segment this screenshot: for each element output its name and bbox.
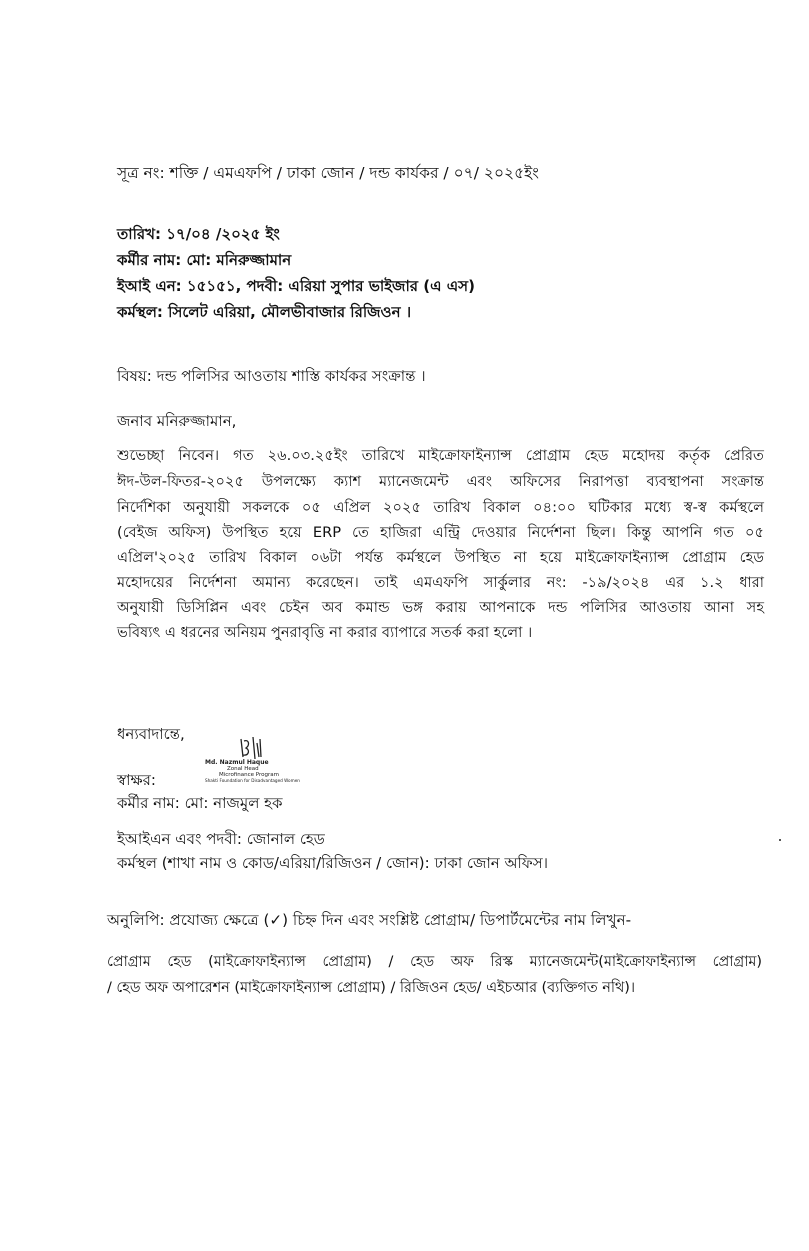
cc-line-1: প্রোগ্রাম হেড (মাইক্রোফাইন্যান্স প্রোগ্রাম) / হেড অফ রিস্ক ম্যানেজমেন্ট(মাইক্রোফাইন্যান্স প্রোগ্রাম) bbox=[107, 954, 762, 970]
signatory-workplace: কর্মস্থল (শাখা নাম ও কোড/এরিয়া/রিজিওন / জোন): ঢাকা জোন অফিস। bbox=[117, 854, 549, 872]
recipient-name: কর্মীর নাম: মো: মনিরুজ্জামান bbox=[117, 251, 292, 269]
recipient-workplace: কর্মস্থল: সিলেট এরিয়া, মৌলভীবাজার রিজিওন । bbox=[117, 303, 412, 321]
signature-caption-title: Zonal Head bbox=[227, 766, 259, 772]
body-line: অনুযায়ী ডিসিপ্লিন এবং চেইন অব কমান্ড ভঙ্গ করায় আপনাকে দন্ড পলিসির আওতায় আনা সহ bbox=[117, 599, 764, 616]
body-line: নির্দেশিকা অনুযায়ী সকলকে ০৫ এপ্রিল ২০২৫ তারিখ বিকাল ০৪:০০ ঘটিকার মধ্যে স্ব-স্ব কর্মস্থলে bbox=[117, 499, 764, 516]
salutation: জনাব মনিরুজ্জামান, bbox=[117, 412, 237, 430]
subject-line: বিষয়: দন্ড পলিসির আওতায় শাস্তি কার্যকর সংক্রান্ত । bbox=[117, 367, 426, 385]
signature-caption-org: Shakti Foundation for Disadvantaged Women bbox=[205, 778, 300, 783]
closing: ধন্যবাদান্তে, bbox=[117, 725, 185, 743]
recipient-id-designation: ইআই এন: ১৫১৫১, পদবী: এরিয়া সুপার ভাইজার (এ এস) bbox=[117, 277, 475, 295]
signatory-name: কর্মীর নাম: মো: নাজমুল হক bbox=[117, 794, 283, 812]
body-line: ঈদ-উল-ফিতর-২০২৫ উপলক্ষ্যে ক্যাশ ম্যানেজমেন্ট এবং অফিসের নিরাপত্তা ব্যবস্থাপনা সংক্রান্ত bbox=[117, 473, 764, 490]
signature-caption-name: Md. Nazmul Haque bbox=[205, 759, 269, 766]
body-line: মহোদয়ের নির্দেশনা অমান্য করেছেন। তাই এমএফপি সার্কুলার নং: -১৯/২০২৪ এর ১.২ ধারা bbox=[117, 574, 764, 591]
signature-label: স্বাক্ষর: bbox=[117, 771, 156, 789]
body-line: শুভেচ্ছা নিবেন। গত ২৬.০৩.২৫ইং তারিখে মাইক্রোফাইন্যান্স প্রোগ্রাম হেড মহোদয় কর্তৃক প্রেরিত bbox=[117, 447, 764, 464]
body-line: এপ্রিল'২০২৫ তারিখ বিকাল ০৬টা পর্যন্ত কর্মস্থলে উপস্থিত না হয়ে মাইক্রোফাইন্যান্স প্রোগ্রাম হেড bbox=[117, 549, 764, 566]
memo-ref: সূত্র নং: শক্তি / এমএফপি / ঢাকা জোন / দন্ড কার্যকর / ০৭/ ২০২৫ইং bbox=[117, 164, 539, 182]
scan-speck bbox=[779, 839, 781, 841]
body-line: (বেইজ অফিস) উপস্থিত হয়ে ERP তে হাজিরা এন্ট্রি দেওয়ার নির্দেশনা ছিল। কিন্তু আপনি গত ০৫ bbox=[117, 524, 764, 541]
signature-caption bbox=[205, 760, 300, 784]
recipient-date: তারিখ: ১৭/০৪ /২০২৫ ইং bbox=[117, 225, 280, 243]
cc-line-2: / হেড অফ অপারেশন (মাইক্রোফাইন্যান্স প্রোগ্রাম) / রিজিওন হেড/ এইচআর (ব্যক্তিগত নথি)। bbox=[107, 980, 636, 996]
signatory-id-designation: ইআইএন এবং পদবী: জোনাল হেড bbox=[117, 830, 325, 848]
cc-heading: অনুলিপি: প্রযোজ্য ক্ষেত্রে (✓) চিহ্ন দিন এবং সংশ্লিষ্ট প্রোগ্রাম/ ডিপার্টমেন্টের নাম লিখুন- bbox=[107, 911, 632, 929]
signature-caption-program: Microfinance Program bbox=[219, 772, 279, 778]
body-line-last: ভবিষ্যৎ এ ধরনের অনিয়ম পুনরাবৃত্তি না করার ব্যাপারে সতর্ক করা হলো । bbox=[117, 624, 533, 641]
